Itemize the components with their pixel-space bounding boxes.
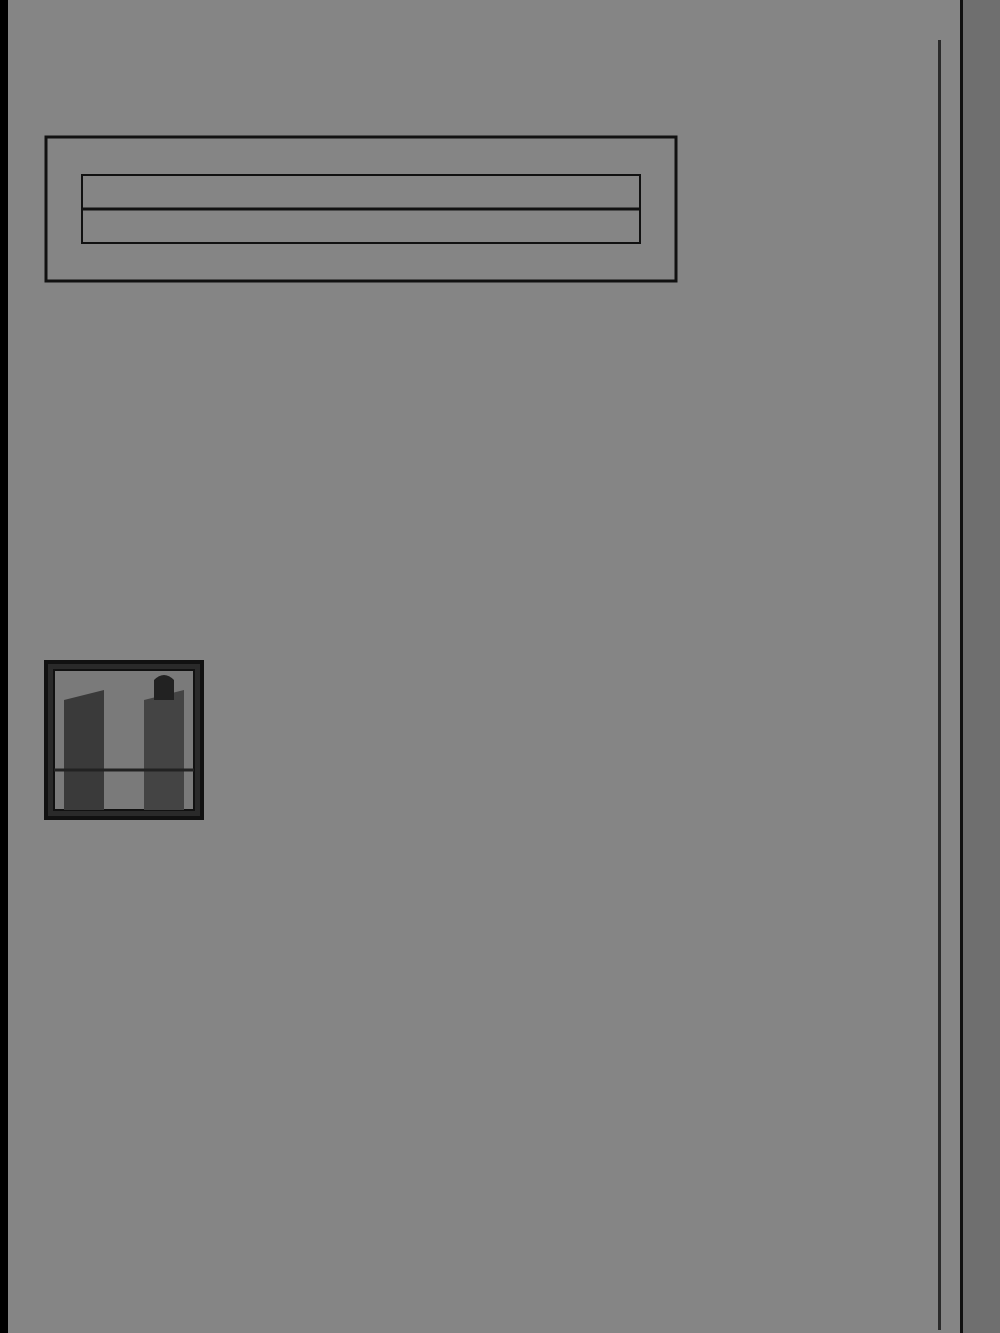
book-page [8, 0, 960, 1333]
adjacent-page-edge [960, 0, 1000, 1333]
decorative-headpiece [44, 135, 678, 283]
illustrated-drop-cap [44, 660, 204, 820]
decorative-divider [240, 455, 488, 501]
page-crease [938, 40, 941, 1330]
